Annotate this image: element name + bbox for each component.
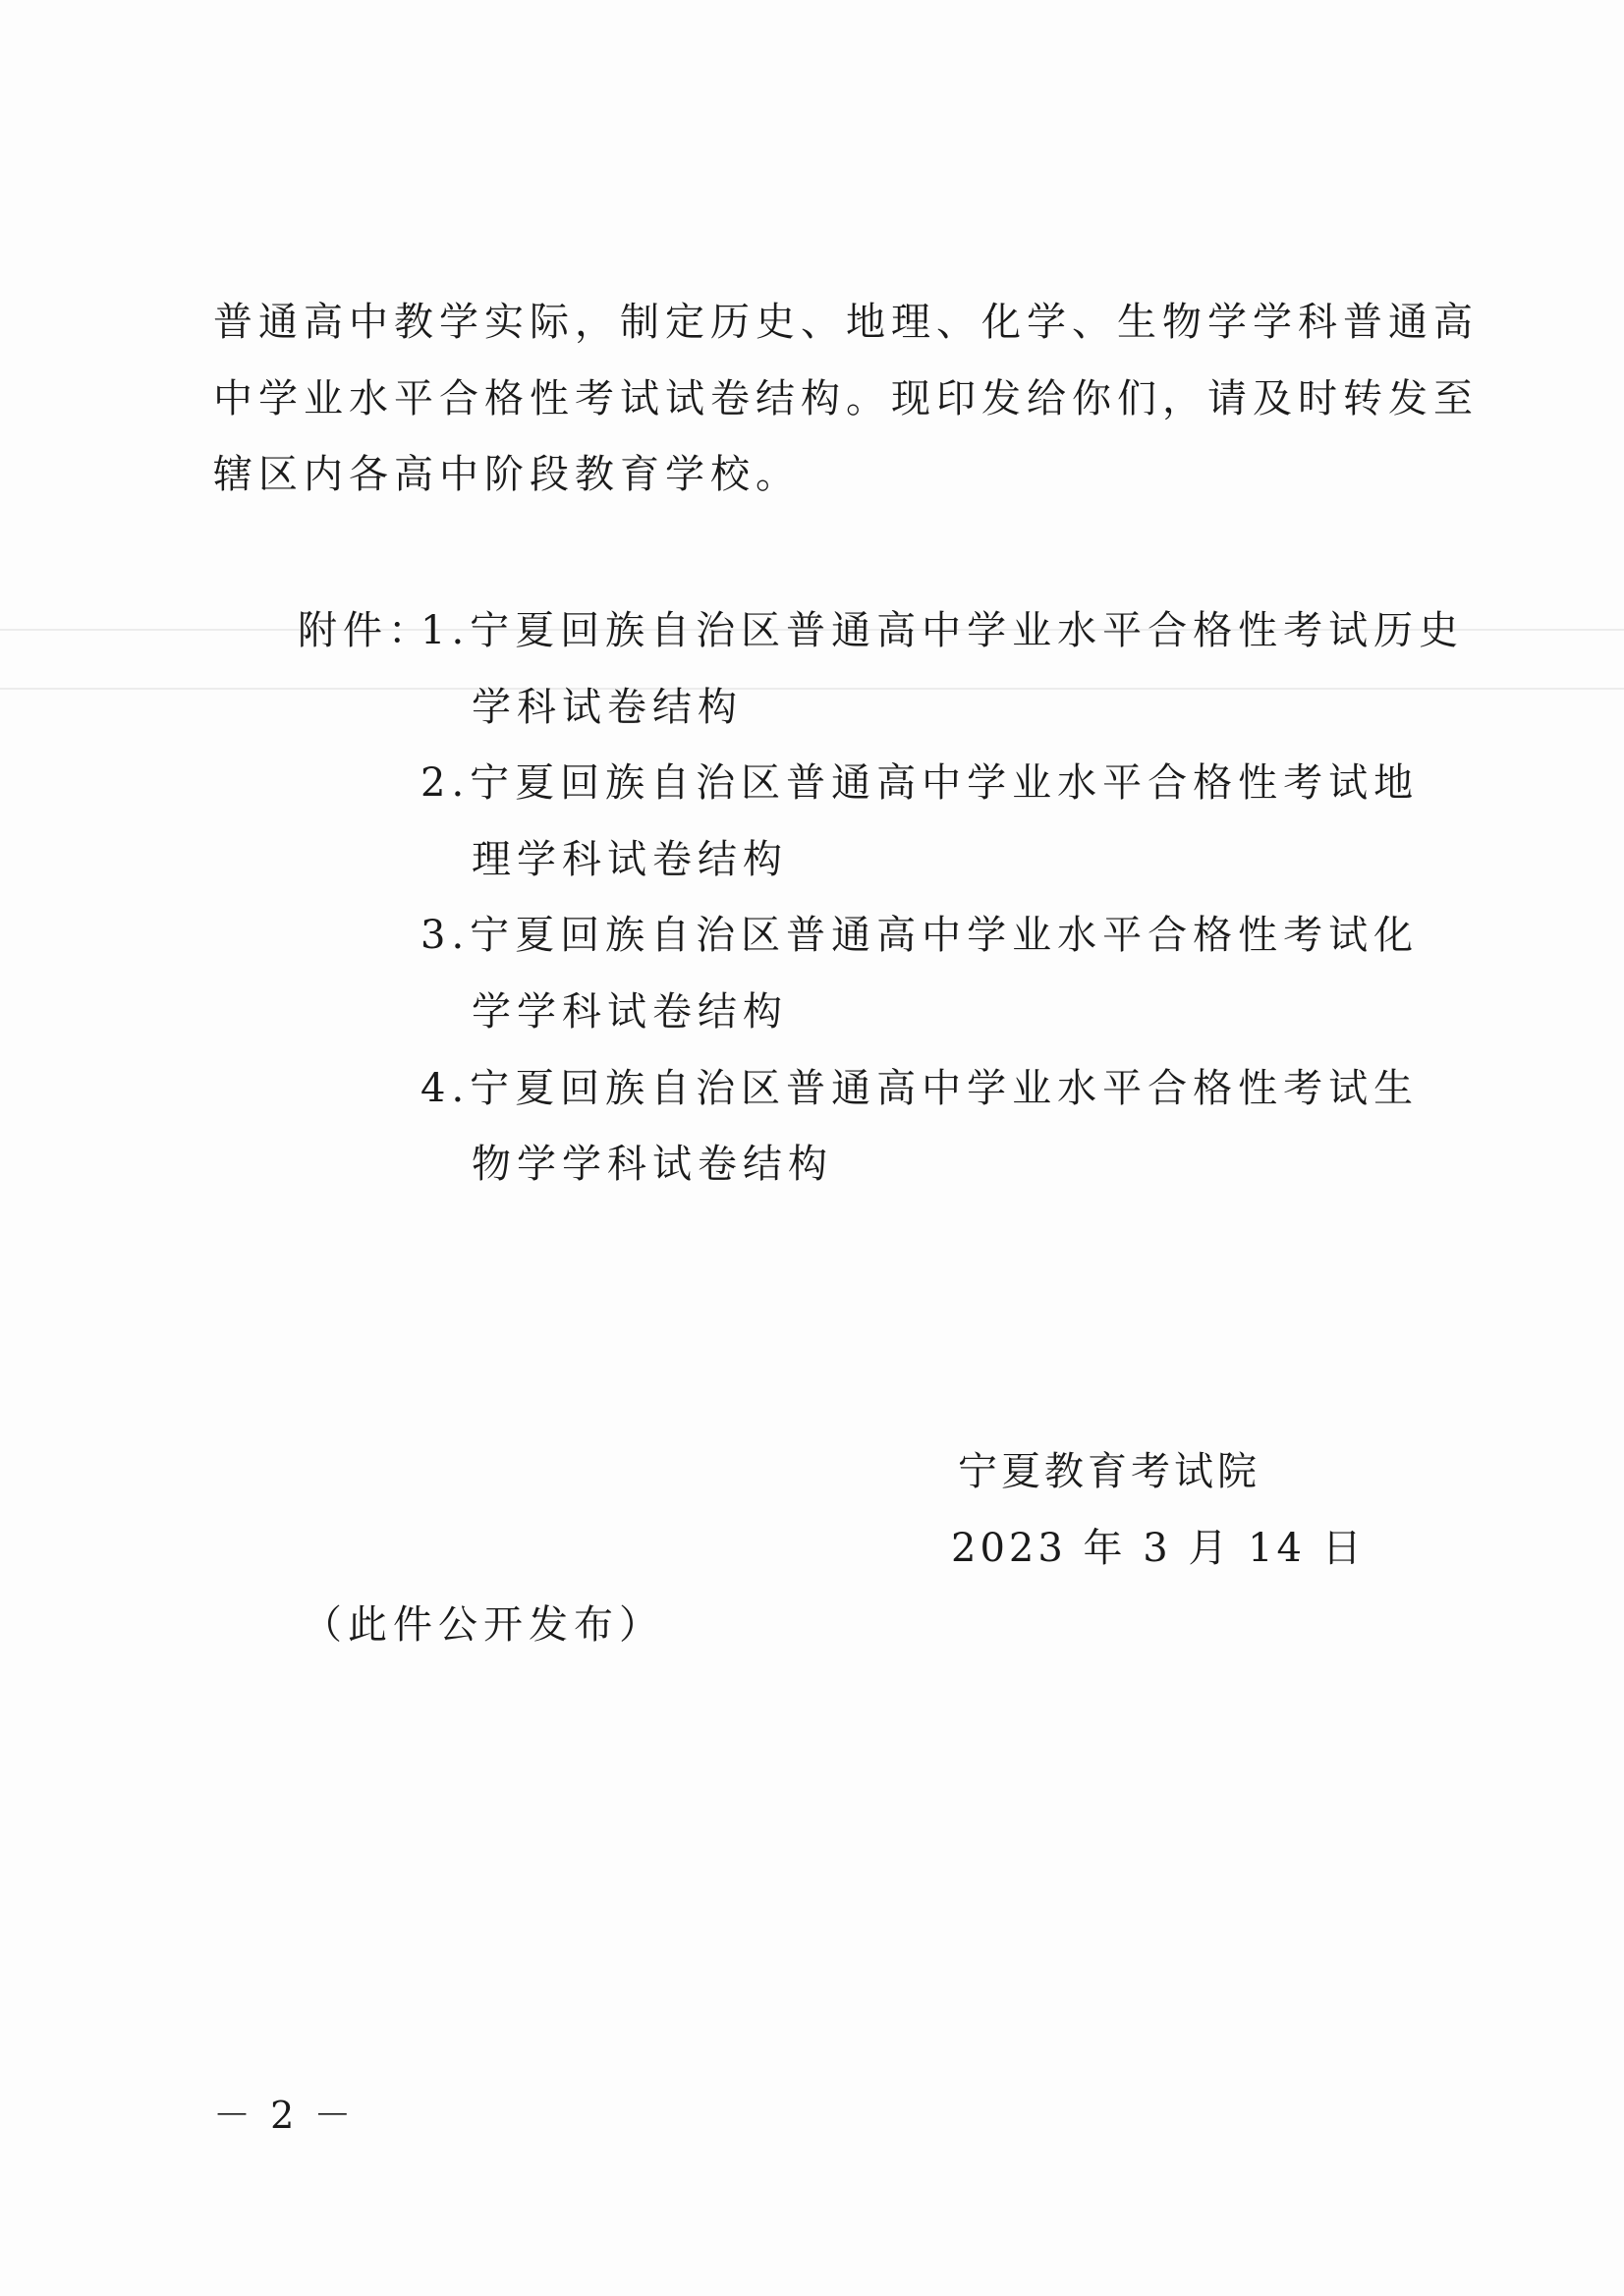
- body-line: 中学业水平合格性考试试卷结构。现印发给你们，请及时转发至: [213, 376, 1479, 421]
- issue-date: 2023 年 3 月 14 日: [951, 1526, 1366, 1571]
- body-line: 辖区内各高中阶段教育学校。: [213, 452, 801, 497]
- attachment-item-3: 3.宁夏回族自治区普通高中学业水平合格性考试化: [420, 913, 1420, 958]
- bleed-through-line: [0, 688, 1624, 690]
- attachments-label: 附件：: [298, 608, 433, 653]
- attachment-item-4-cont: 物学学科试卷结构: [472, 1142, 833, 1187]
- attachment-item-1: 1.宁夏回族自治区普通高中学业水平合格性考试历史: [420, 608, 1465, 653]
- issuing-organization: 宁夏教育考试院: [958, 1449, 1260, 1494]
- page-number: － 2 －: [213, 2094, 356, 2137]
- attachment-item-1-cont: 学科试卷结构: [472, 685, 743, 730]
- publication-note: （此件公开发布）: [303, 1602, 664, 1648]
- attachment-item-4: 4.宁夏回族自治区普通高中学业水平合格性考试生: [420, 1066, 1420, 1111]
- body-line: 普通高中教学实际，制定历史、地理、化学、生物学学科普通高: [213, 300, 1479, 345]
- attachment-item-3-cont: 学学科试卷结构: [472, 989, 788, 1035]
- attachment-item-2-cont: 理学科试卷结构: [472, 837, 788, 882]
- attachment-item-2: 2.宁夏回族自治区普通高中学业水平合格性考试地: [420, 760, 1420, 806]
